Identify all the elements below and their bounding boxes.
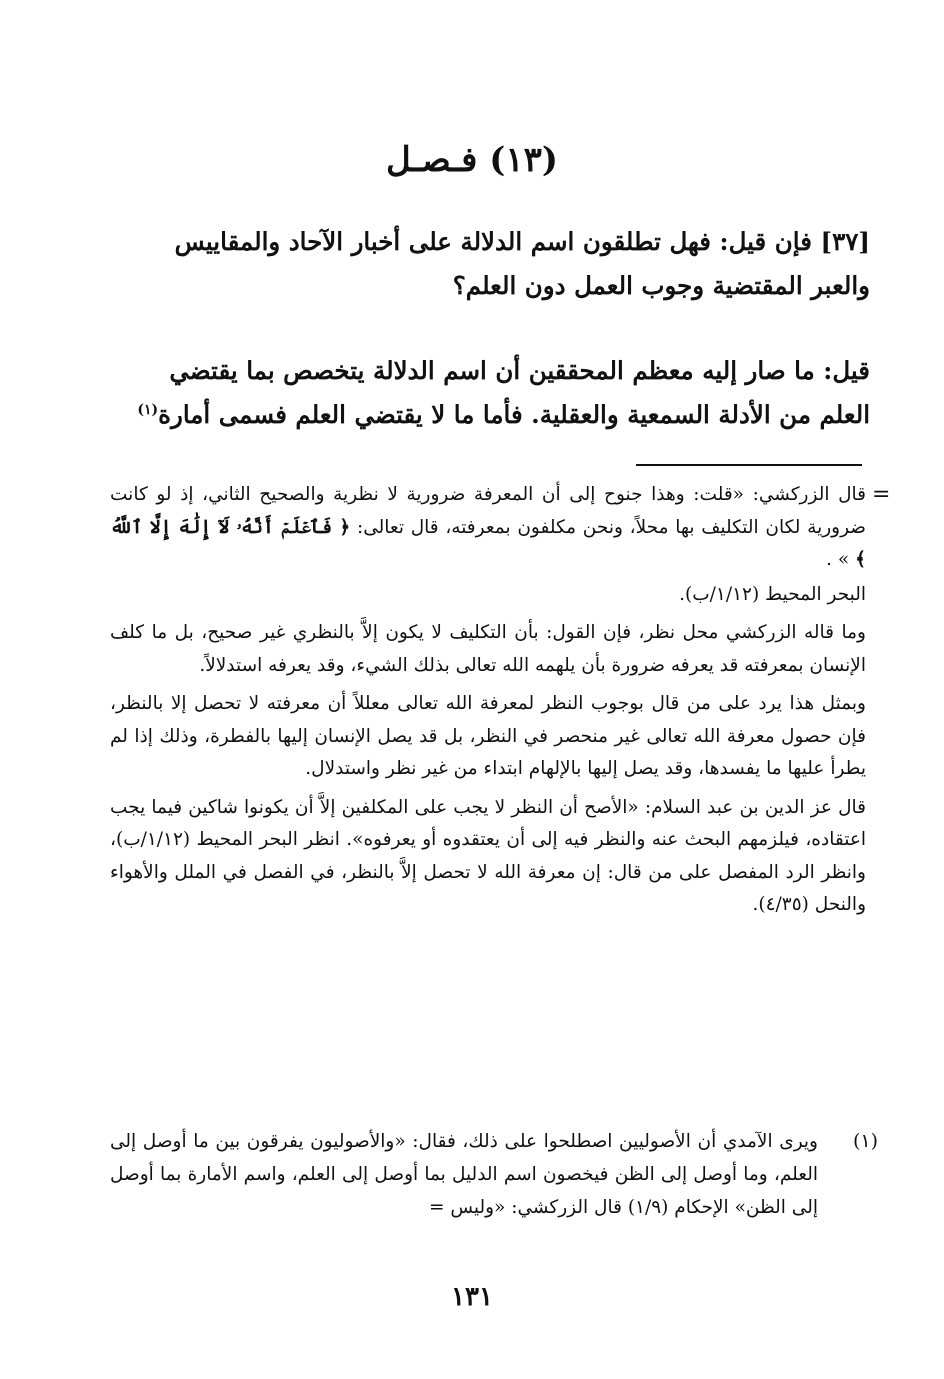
quran-verse: ﴿ فَٱعۡلَمۡ أَنَّهُۥ لَآ إِلَٰهَ إِلَّا ٱللَّهُ ﴾ <box>110 516 866 570</box>
footnote-para-1-line-2: الثاني، إذ لو كانت ضرورية لكان التكليف بها محلاً، ونحن مكلفون بمعرفته، قال <box>110 484 866 538</box>
answer-paragraph <box>118 349 870 437</box>
answer-line-2 <box>118 393 870 437</box>
answer-line-1: قيل: ما صار إليه معظم المحققين أن اسم الدلالة يتخصص بما يقتضي <box>169 356 870 385</box>
footnote-1-text: ويرى الآمدي أن الأصوليين اصطلحوا على ذلك، فقال: «والأصوليون يفرقون بين ما أوصل إلى العلم، وما أوصل إلى الظن فيخصون اسم الدليل بما أوصل إلى العلم، واسم الأمارة بما أوصل إلى الظن» الإحكام (١/٩) قال الزركشي: «وليس = <box>110 1131 818 1218</box>
footnote-para-1 <box>110 479 866 577</box>
footnote-para-4: وبمثل هذا يرد على من قال بوجوب النظر لمعرفة الله تعالى معللاً أن معرفته لا تحصل إلا بالنظر، فإن حصول معرفة الله تعالى غير منحصر في النظر، بل قد يصل الإنسان إليها بالفطرة، وذلك إذا لم يطرأ عليها ما يفسدها، وقد يصل إليها بالإلهام ابتداء من غير نظر واستدلال. <box>110 693 866 779</box>
question-line-2: والعبر المقتضية وجوب العمل دون العلم؟ <box>452 271 870 300</box>
continuation-marker: = <box>872 482 891 507</box>
footnote-para-1-line-1: قال الزركشي: «قلت: وهذا جنوح إلى أن المعرفة ضرورية لا نظرية والصحيح <box>259 484 866 505</box>
page-number: ١٣١ <box>451 1282 493 1312</box>
footnotes-continued <box>110 479 866 928</box>
footnote-1 <box>110 1125 866 1224</box>
section-title: (١٣) فـصـل <box>386 140 558 180</box>
footnote-para-3: وما قاله الزركشي محل نظر، فإن القول: بأن التكليف لا يكون إلاَّ بالنظري غير صحيح، بل ما كلف الإنسان بمعرفته قد يعرفه ضرورة بأن يلهمه الله تعالى بذلك الشيء، وقد يعرفه استدلالاً. <box>110 622 866 676</box>
footnote-para-5: قال عز الدين بن عبد السلام: «الأصح أن النظر لا يجب على المكلفين إلاَّ أن يكونوا شاكين فيما يجب اعتقاده، فيلزمهم البحث عنه والنظر فيه إلى أن يعتقدوه أو يعرفوه». انظر البحر المحيط (١/١٢/ب)، وانظر الرد المفصل على من قال: إن معرفة الله لا تحصل إلاَّ بالنظر، في الفصل في الملل والأهواء والنحل (٤/٣٥). <box>110 796 866 915</box>
footnote-1-number: (١) <box>852 1130 878 1152</box>
question-line-1: [٣٧] فإن قيل: فهل تطلقون اسم الدلالة على أخبار الآحاد والمقاييس <box>174 227 870 256</box>
footnote-para-1-suffix: » . <box>826 549 850 570</box>
footnote-separator <box>636 464 862 466</box>
footnote-reference: (١) <box>137 401 159 418</box>
answer-line-2-text: العلم من الأدلة السمعية والعقلية. فأما ما لا يقتضي العلم فسمى أمارة <box>158 400 870 429</box>
footnote-para-1-prefix: تعالى: <box>356 516 404 538</box>
question-paragraph <box>118 220 870 308</box>
footnote-para-2: البحر المحيط (١/١٢/ب). <box>679 583 866 605</box>
